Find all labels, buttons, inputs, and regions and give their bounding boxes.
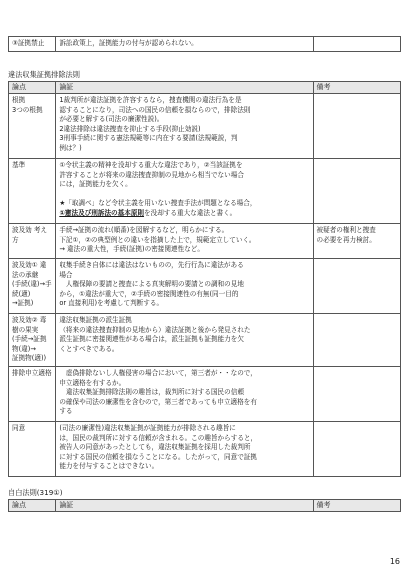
content-line: or 直接利用)を考慮して判断する。: [59, 299, 164, 308]
content-line: 手続→証拠の流れ(順番)を図解するなど，明らかにする。: [59, 226, 229, 234]
label-line: 3つの根拠: [12, 105, 43, 114]
content-line: 能力を付与することはできない。: [59, 462, 159, 471]
table-header-row: [9, 82, 401, 94]
content-line: 3刑事手続に関する憲法規範等に内在する要請(法規範説，判: [59, 134, 238, 143]
label-line: 根拠: [12, 96, 26, 104]
row-note: [313, 224, 400, 259]
content-line: の確保や司法の廉潔性を含むので，第三者であっても申立適格を有: [59, 397, 257, 406]
row-note: [313, 259, 400, 314]
row-note: [313, 421, 400, 476]
header-argument: 論証: [56, 500, 313, 512]
content-line: から，①違法が重大で，②手続の密接関連性の有無(同一目的: [59, 289, 239, 298]
table-row: [9, 314, 401, 367]
content-line: くとすべきである。: [59, 344, 119, 353]
label-line: 基準: [12, 161, 26, 169]
content-line: 例は？): [59, 143, 82, 152]
content-line-emphasis: [59, 209, 309, 219]
confession-rule-table: [8, 499, 401, 512]
row-label: [9, 94, 56, 159]
content-line: 申立適格を有するか。: [59, 378, 126, 387]
label-line: 波及効② 毒樹の果実: [12, 316, 47, 334]
content-line: ①令状主義の精神を没却する重大な違法であり，②当該証拠を: [59, 161, 243, 169]
row-label: [9, 224, 56, 259]
row-content: [56, 94, 313, 159]
content-line: 虚偽排除ないし人権侵害の場合において，第三者が・・なので，: [59, 368, 257, 377]
content-line: する: [59, 407, 73, 416]
row-label: [9, 159, 56, 224]
emphasis-rest: を没却する重大な違法と書く。: [144, 208, 237, 217]
header-issue: 論点: [9, 500, 56, 512]
content-line: 許容することが将来の違法捜査抑制の見地から相当でない場合: [59, 170, 244, 179]
row-label: [9, 314, 56, 367]
content-line: 違法収集証拠排除法則の趣旨は，裁判所に対する国民の信頼: [59, 388, 244, 397]
table-row: [9, 366, 401, 421]
row-content: [56, 421, 313, 476]
row-label: [9, 366, 56, 421]
header-remarks: 備考: [313, 500, 400, 512]
content-line: [59, 190, 309, 200]
page-number: 16: [389, 557, 400, 566]
header-issue: 論点: [9, 82, 56, 94]
content-line: (司法の廉潔性)違法収集証拠が証拠能力が排除される趣旨に: [59, 423, 236, 432]
content-line: 人権保障の要請と捜査による真実解明の要請との調和の見地: [59, 280, 244, 289]
row-note: [313, 366, 400, 421]
table-row: [9, 259, 401, 314]
row-note: [313, 94, 400, 159]
note-line: の必要を再力検討。: [316, 235, 376, 244]
content-line: には，証拠能力を欠く。: [59, 180, 132, 189]
label-line: 同意: [12, 423, 26, 432]
content-line: 下記①，②の典型例との違いを指摘した上で，規範定立していく。: [59, 235, 256, 244]
row-content: [56, 366, 313, 421]
exclusionary-rule-table: [8, 81, 401, 477]
row-label: [9, 421, 56, 476]
header-remarks: 備考: [313, 82, 400, 94]
row-content: [56, 259, 313, 314]
section-title-exclusionary-rule: 違法収集証拠排除法則: [8, 70, 80, 79]
top-table: [8, 36, 401, 52]
row-content: [56, 159, 313, 224]
content-line: 認することになり，司法への国民の信頼を損ならので，排除法則: [59, 105, 251, 114]
label-line: 波及効 考え方: [12, 226, 48, 244]
note-line: 被疑者の権利と捜査: [316, 226, 376, 234]
emphasis-text: ①憲法及び刑訴法の基本原則: [59, 208, 145, 217]
row-note: [313, 159, 400, 224]
row-content: [56, 224, 313, 259]
header-argument: 論証: [56, 82, 313, 94]
content-line: 場合: [59, 270, 73, 279]
content-line: 被告人の同意があったとしても，違法収集証拠を採用した裁判所: [59, 443, 251, 452]
table-row: [9, 224, 401, 259]
row-content: 訴訟政策上，証拠能力の付与が認められない。: [56, 37, 313, 52]
label-line: (手続→証拠物(違)→: [12, 335, 47, 353]
content-line: は，国民の裁判所に対する信頼が含まれる。この趣旨からすると，: [59, 433, 258, 442]
label-line: (手続(違)→手続(適): [12, 280, 52, 298]
table-header-row: [9, 500, 401, 512]
content-line: 派生証拠に密接関連性がある場合は，派生証拠も証拠能力を欠: [59, 335, 244, 344]
section-title-confession-rule: 自白法則(319①): [8, 488, 63, 497]
row-content: [56, 314, 313, 367]
content-line: 1裁判所が違法証拠を許容するなら，捜査機関の違法行為を是: [59, 96, 242, 104]
table-row: [9, 159, 401, 224]
row-note: [313, 314, 400, 367]
row-note: [313, 37, 400, 52]
label-line: 排除申立適格: [12, 368, 52, 377]
content-line: 2違法排除は違法捜査を抑止する手段(抑止効説): [59, 124, 201, 133]
table-row: [9, 421, 401, 476]
content-line: に対する国民の信頼を損なうことになる。したがって，同意で証拠: [59, 452, 257, 461]
row-label: [9, 259, 56, 314]
content-line: （将来の違法捜査抑制の見地から）違法証拠と後から発見された: [59, 325, 251, 334]
content-line: → 違法の重大性，手続(証拠)の密接関連性など。: [59, 245, 204, 254]
row-label: ③証拠禁止: [9, 37, 56, 52]
content-line: が必要と解する(司法の廉潔性説)。: [59, 115, 164, 124]
content-line: 収集手続き自体には違法はないものの，先行行為に違法がある: [59, 261, 244, 269]
content-line: 違法収集証拠の派生証拠: [59, 316, 132, 324]
label-line: 波及効① 違法の承継: [12, 261, 47, 279]
table-row: [9, 94, 401, 159]
label-line: →証拠): [12, 299, 34, 308]
label-line: 証拠物(適)): [12, 354, 47, 363]
content-line: ★「取調べ」など令状主義を用いない捜査手法が問題となる場合，: [59, 199, 257, 208]
table-row: [9, 37, 401, 52]
